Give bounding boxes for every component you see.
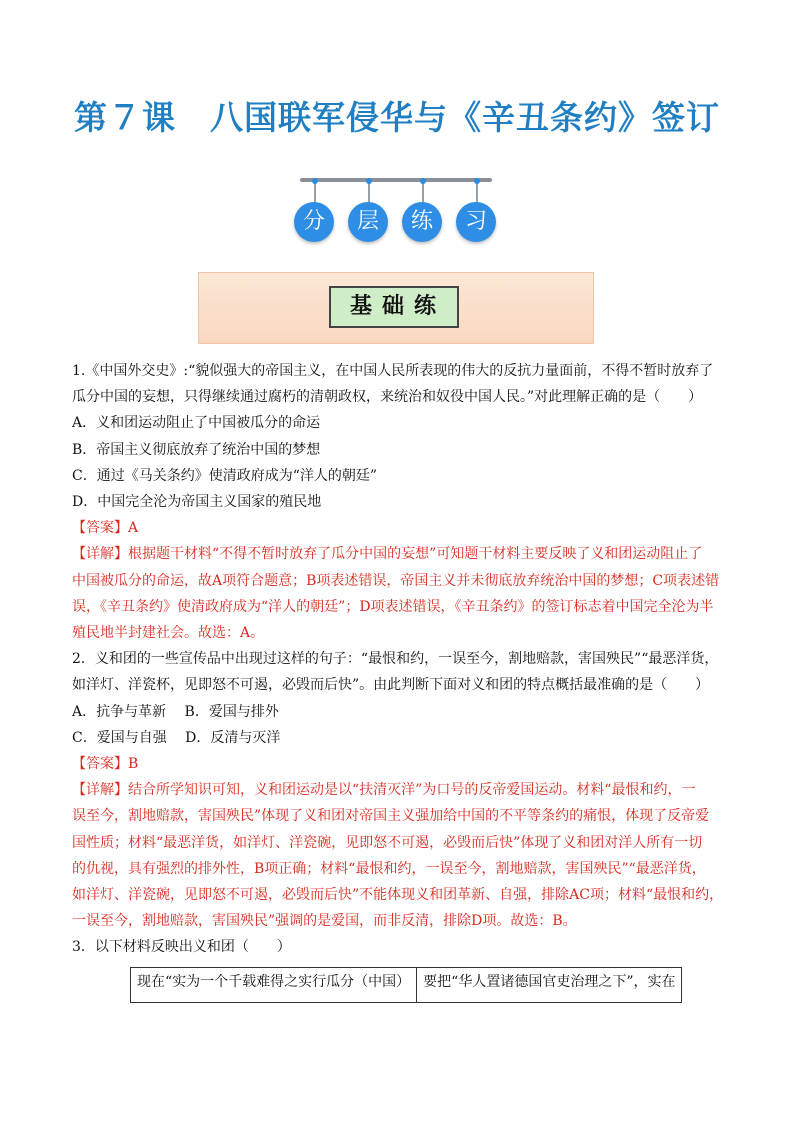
q2-answer (72, 751, 726, 777)
q1-explain-line: 中国被瓜分的命运，故A项符合题意；B项表述错误，帝国主义并未彻底放弃统治中国的梦想；C项表述错 (72, 572, 720, 589)
q1-option-d: D．中国完全沦为帝国主义国家的殖民地 (72, 494, 322, 511)
q1-option-c: C．通过《马关条约》使清政府成为“洋人的朝廷” (72, 467, 378, 484)
q1-explain-line: 殖民地半封建社会。故选：A。 (72, 625, 265, 642)
q3-stem: 3．以下材料反映出义和团（ ） (72, 939, 291, 956)
q2-options-row: C．爱国与自强 D．反清与灭洋 (72, 729, 281, 746)
q2-explain-line: 国性质；材料“最恶洋货，如洋灯、洋瓷碗，见即怒不可遏，必毁而后快”体现了义和团对洋人所有一切 (72, 834, 703, 851)
answer-tag: 【答案】 (72, 756, 128, 773)
q2-explain-line: 如洋灯、洋瓷碗，见即怒不可遏，必毁而后快”不能体现义和团革新、自强，排除AC项；材料“最恨和约， (72, 887, 724, 904)
q1-answer (72, 515, 726, 541)
q2-explain-line (72, 777, 726, 803)
explain-text: 结合所学知识可知，义和团运动是以“扶清灭洋”为口号的反帝爱国运动。材料“最恨和约，一 (128, 782, 696, 799)
answer-tag: 【答案】 (72, 520, 128, 537)
page-title: 第７课 八国联军侵华与《辛丑条约》签订 (74, 98, 720, 137)
q1-stem-line: 瓜分中国的妄想，只得继续通过腐朽的清朝政权，来统治和奴役中国人民。”对此理解正确的是（ ） (72, 389, 703, 406)
q2-explain-line: 的仇视，具有强烈的排外性，B项正确；材料“最恨和约，一误至今，割地赔款，害国殃民”“最恶洋货， (72, 860, 706, 877)
bubble-char: 习 (456, 202, 496, 242)
bubble-char: 层 (348, 202, 388, 242)
q1-explain-line: 误，《辛丑条约》使清政府成为“洋人的朝廷”；D项表述错误，《辛丑条约》的签订标志着中国完全沦为半 (72, 598, 714, 615)
explain-text: 根据题干材料“不得不暂时放弃了瓜分中国的妄想”可知题干材料主要反映了义和团运动阻止了 (128, 546, 703, 563)
bubble-char: 分 (294, 202, 334, 242)
q1-option-a: A．义和团运动阻止了中国被瓜分的命运 (72, 415, 321, 432)
q3-material-table (130, 967, 682, 1003)
hanger-rope (422, 181, 424, 203)
table-row (131, 967, 682, 1002)
hanger-rope (368, 181, 370, 203)
answer-value: B (128, 756, 139, 773)
section-title: 基础练 (329, 286, 459, 328)
section-banner (198, 272, 594, 344)
q1-explain-line (72, 541, 726, 567)
hanger-rope (476, 181, 478, 203)
explain-tag: 【详解】 (72, 546, 128, 563)
q2-explain-line: 误至今，割地赔款，害国殃民”体现了义和团对帝国主义强加给中国的不平等条约的痛恨，体现了反帝爱 (72, 808, 710, 825)
answer-value: A (128, 520, 139, 537)
table-cell: 现在“实为一个千载难得之实行瓜分（中国） (131, 967, 417, 1002)
question-list (72, 358, 726, 1003)
q2-stem-line: 2．义和团的一些宣传品中出现过这样的句子：“最恨和约，一误至今，割地赔款，害国殃民”“最恶洋货， (72, 651, 719, 668)
q1-stem-line: 1.《中国外交史》:“貌似强大的帝国主义，在中国人民所表现的伟大的反抗力量面前，不得不暂时放弃了 (72, 363, 714, 379)
hanger-rope (314, 181, 316, 203)
hanger-bar (300, 178, 492, 182)
bubble-char: 练 (402, 202, 442, 242)
layer-practice-hanger (300, 172, 500, 252)
table-cell: 要把“华人置诸德国官吏治理之下”，实在 (417, 967, 682, 1002)
q1-option-b: B．帝国主义彻底放弃了统治中国的梦想 (72, 441, 321, 458)
explain-tag: 【详解】 (72, 782, 128, 799)
q2-options-row: A．抗争与革新 B．爱国与排外 (72, 703, 279, 720)
q2-explain-line: 一误至今，割地赔款，害国殃民”强调的是爱国，而非反清，排除D项。故选：B。 (72, 913, 577, 930)
q2-stem-line: 如洋灯、洋瓷杯，见即怒不可遏，必毁而后快”。由此判断下面对义和团的特点概括最准确的是（ ） (72, 677, 710, 694)
